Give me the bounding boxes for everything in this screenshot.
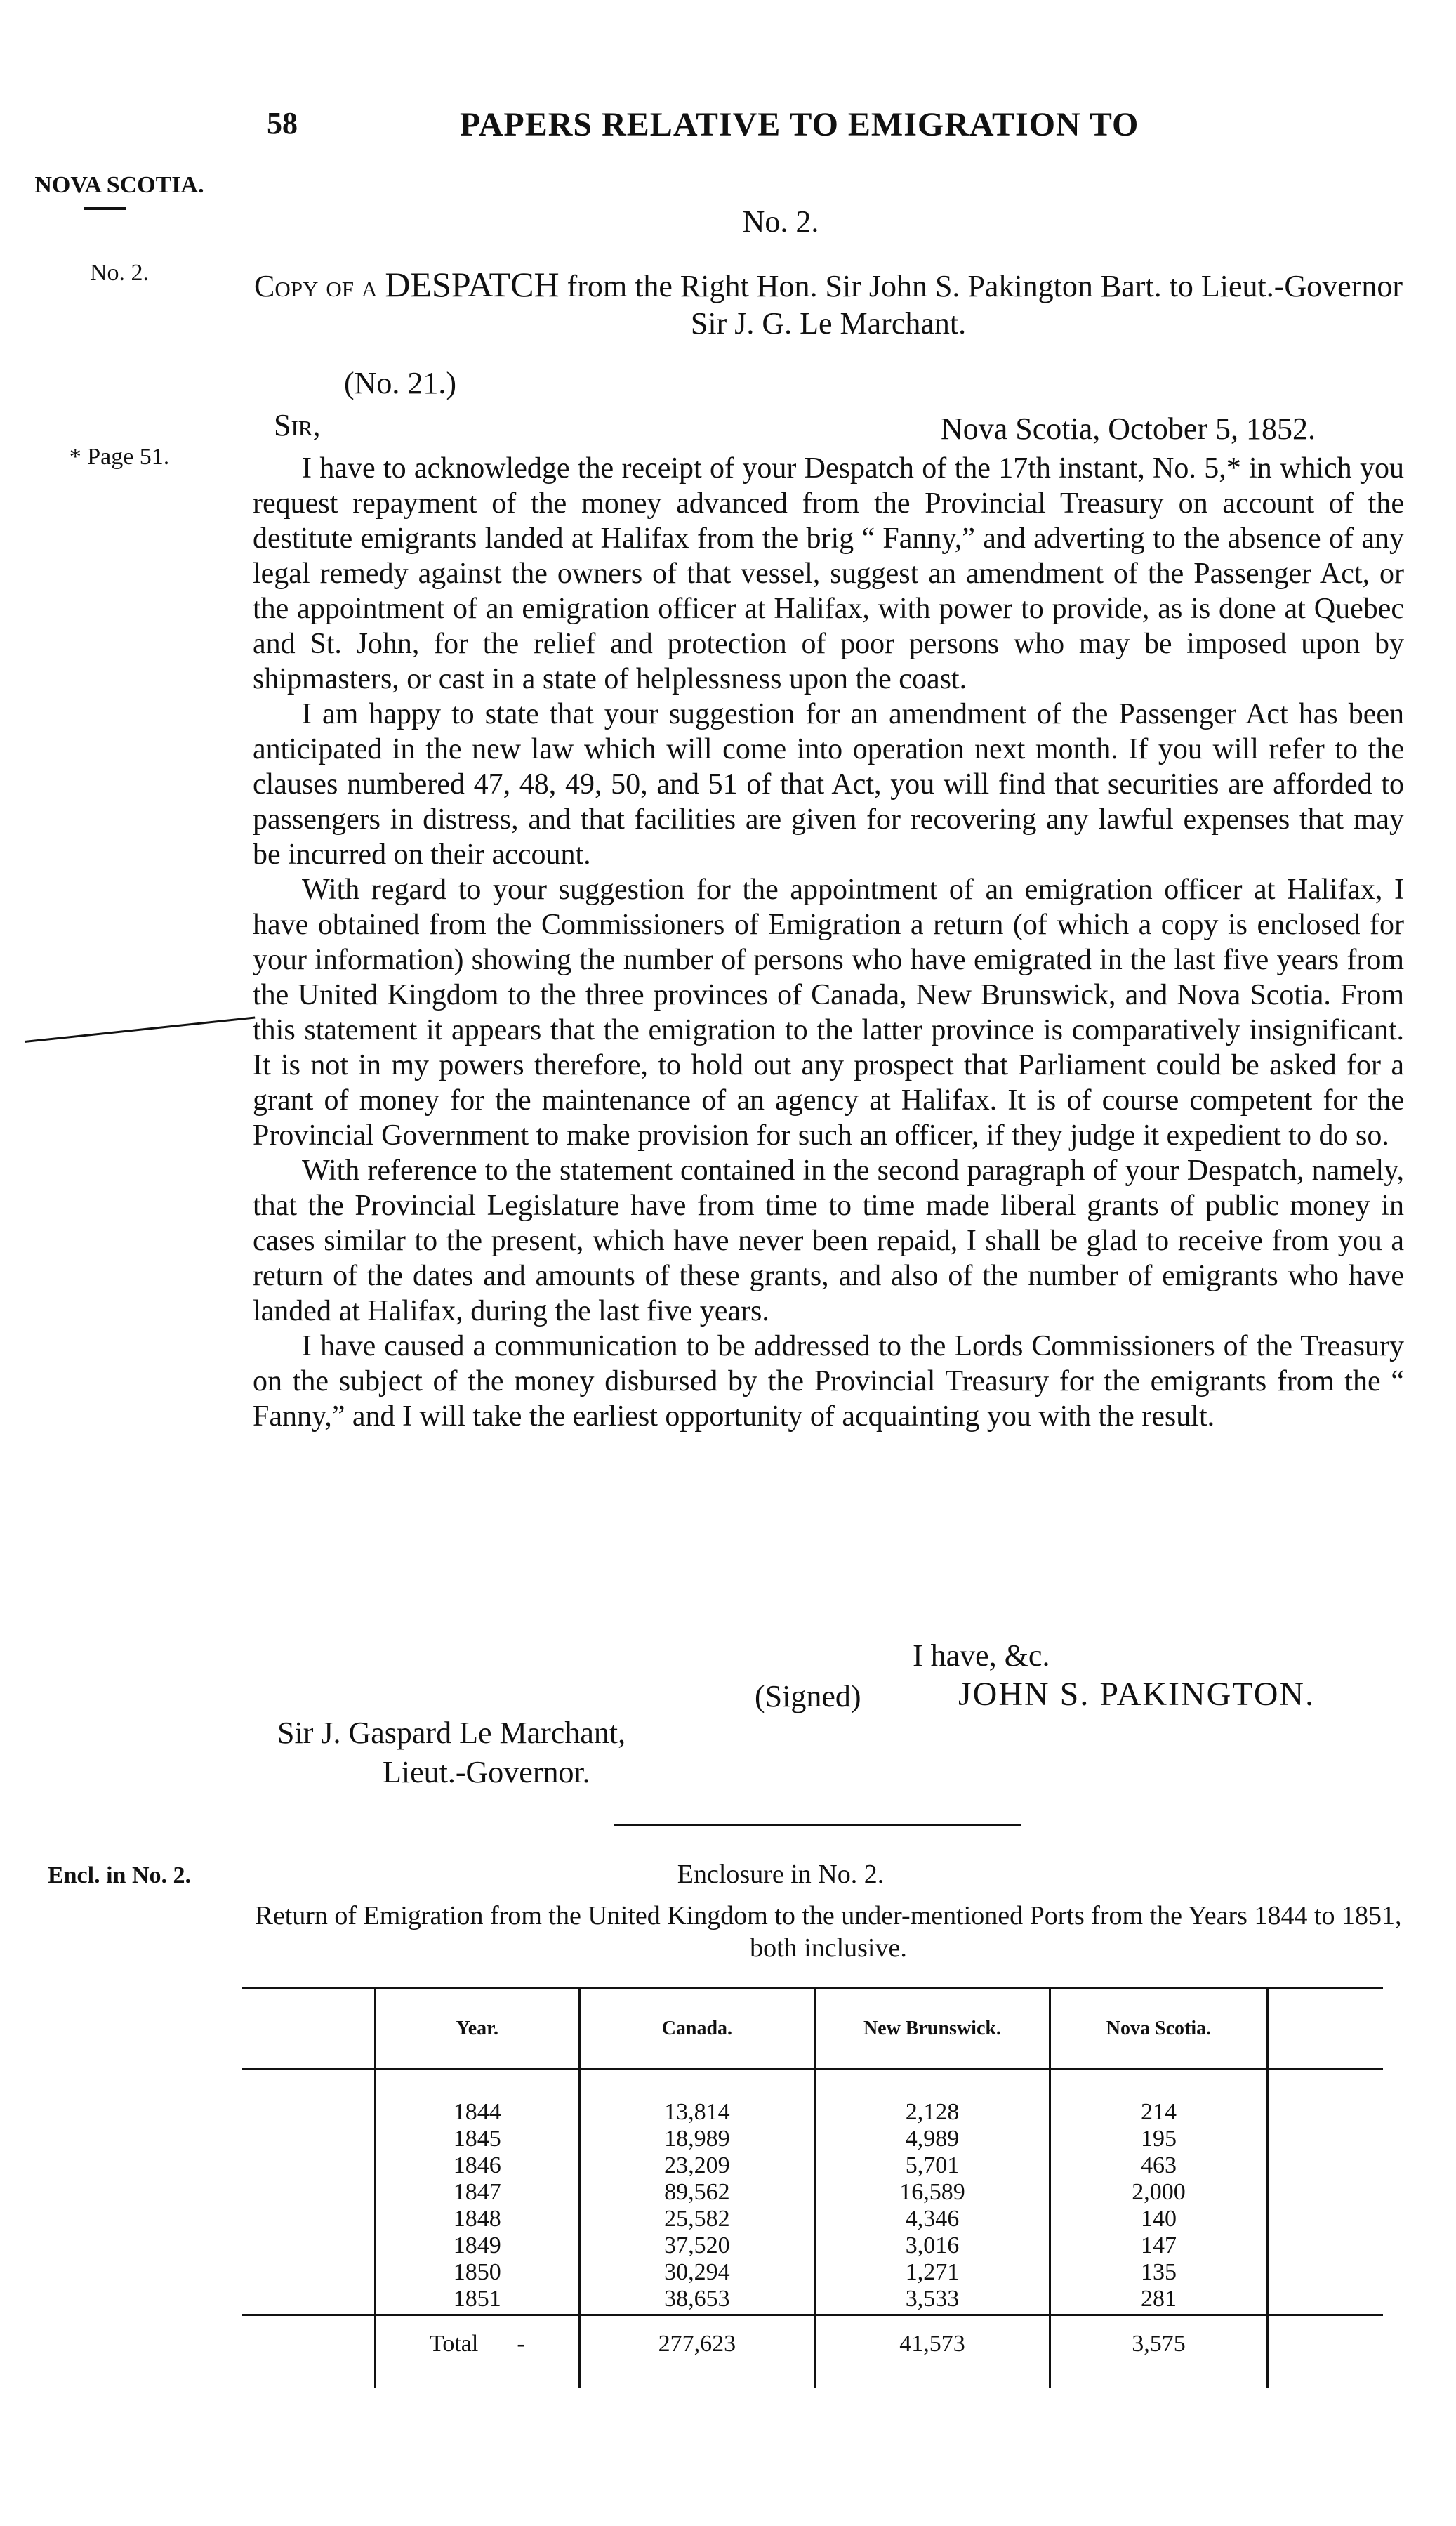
table-blank-cell (1267, 2315, 1383, 2389)
heading-prefix: Copy of a (254, 269, 378, 303)
total-canada: 277,623 (579, 2315, 814, 2389)
canada-column (579, 2070, 814, 2315)
table-cell: 140 (1140, 2206, 1177, 2232)
table-cell: 1844 (453, 2099, 501, 2125)
total-new-brunswick: 41,573 (814, 2315, 1050, 2389)
table-cell: 13,814 (664, 2099, 730, 2125)
section-rule (614, 1824, 1021, 1826)
table-cell: 1845 (453, 2126, 501, 2152)
table-cell: 1846 (453, 2152, 501, 2178)
place-date: Nova Scotia, October 5, 1852. (941, 412, 1316, 446)
table-blank-cell (1267, 2070, 1383, 2315)
sidenote-page-ref: * Page 51. (69, 444, 170, 470)
table-cell: 1,271 (905, 2259, 960, 2285)
total-label: Total (429, 2331, 479, 2357)
table-blank-cell (242, 2315, 375, 2389)
table-blank-cell (242, 2070, 375, 2315)
table-cell: 2,128 (905, 2099, 960, 2125)
table-cell: 38,653 (664, 2286, 730, 2312)
page-number: 58 (267, 106, 298, 140)
salutation: Sir, (274, 408, 321, 442)
table-cell: 37,520 (664, 2232, 730, 2258)
table-body-row (242, 2070, 1383, 2315)
table-cell: 147 (1140, 2232, 1177, 2258)
column-header-year: Year. (375, 1989, 579, 2070)
total-label-cell (375, 2315, 579, 2389)
table-cell: 4,346 (905, 2206, 960, 2232)
table-cell: 135 (1140, 2259, 1177, 2285)
addressee-name: Sir J. Gaspard Le Marchant, (277, 1716, 626, 1750)
column-header-nova-scotia: Nova Scotia. (1050, 1989, 1268, 2070)
addressee-title: Lieut.-Governor. (383, 1755, 590, 1789)
paragraph: I have caused a communication to be addressed to the Lords Commissioners of the Treasury on the subject of the money disbursed by the Provincial Treasury for the emigrants from the “ Fanny,” and I will take the earliest opportunity of acquainting you with the result. (253, 1330, 1404, 1433)
table-cell: 463 (1140, 2152, 1177, 2178)
heading-main: DESPATCH (385, 265, 560, 304)
despatch-body (253, 451, 1404, 1434)
table-cell: 3,016 (905, 2232, 960, 2258)
table-cell: 3,533 (905, 2286, 960, 2312)
table-cell: 16,589 (899, 2179, 965, 2205)
table-cell: 195 (1140, 2126, 1177, 2152)
sidenote-doc-number: No. 2. (89, 260, 150, 286)
nova-scotia-column (1050, 2070, 1268, 2315)
enclosure-caption: Return of Emigration from the United Kingdom to the under-mentioned Ports from the Years 1844 to 1851, both inclusive. (255, 1901, 1402, 1963)
table-cell: 23,209 (664, 2152, 730, 2178)
paragraph: With reference to the statement contained in the second paragraph of your Despatch, namely, that the Provincial Legislature have from time to time made liberal grants of public money in cases similar to the present, which have never been repaid, I shall be glad to receive from you a return of the dates and amounts of these grants, and also of the number of emigrants who have landed at Halifax, during the last five years. (253, 1155, 1404, 1327)
year-column (375, 2070, 579, 2315)
sidenote-enclosure: Encl. in No. 2. (47, 1862, 192, 1888)
table-header-row (242, 1989, 1383, 2070)
table-cell: 214 (1140, 2099, 1177, 2125)
total-nova-scotia: 3,575 (1050, 2315, 1268, 2389)
heading-rest: from the Right Hon. Sir John S. Pakington Bart. to Lieut.-Governor Sir J. G. Le Marchant. (567, 269, 1403, 341)
table-cell: 18,989 (664, 2126, 730, 2152)
column-header-new-brunswick: New Brunswick. (814, 1989, 1050, 2070)
table-cell: 1849 (453, 2232, 501, 2258)
table-cell: 89,562 (664, 2179, 730, 2205)
paragraph: I am happy to state that your suggestion for an amendment of the Passenger Act has been anticipated in the new law which will come into operation next month. If you will refer to the clauses numbered 47, 48, 49, 50, and 51 of that Act, you will find that securities are afforded to passengers in distress, and that facilities are given for recovering any lawful expenses that may be incurred on their account. (253, 698, 1404, 871)
table-total-row (242, 2315, 1383, 2389)
table-cell: 1848 (453, 2206, 501, 2232)
paragraph: With regard to your suggestion for the appointment of an emigration officer at Halifax, I have obtained from the Commissioners of Emigration a return (of which a copy is enclosed for your information) showing the number of persons who have emigrated in the last five years from the United Kingdom to the three provinces of Canada, New Brunswick, and Nova Scotia. From this statement it appears that the emigration to the latter province is comparatively insignificant. It is not in my powers therefore, to hold out any prospect that Parliament could be asked for a grant of money for the maintenance of an agency at Halifax. It is of course competent for the Provincial Government to make provision for such an officer, if they judge it expedient to do so. (253, 874, 1404, 1152)
table-blank-header (1267, 1989, 1383, 2070)
paragraph: I have to acknowledge the receipt of your Despatch of the 17th instant, No. 5,* in which you request repayment of the money advanced from the Provincial Treasury on account of the destitute emigrants landed at Halifax from the brig “ Fanny,” and adverting to the absence of any legal remedy against the owners of that vessel, suggest an amendment of the Passenger Act, or the appointment of an emigration officer at Halifax, with power to provide, as is done at Quebec and St. John, for the relief and protection of poor persons who may be imposed upon by shipmasters, or cast in a state of helplessness upon the coast. (253, 452, 1404, 695)
addressee (277, 1713, 626, 1792)
despatch-ref: (No. 21.) (344, 366, 457, 400)
table-cell: 2,000 (1132, 2179, 1186, 2205)
despatch-heading (253, 263, 1404, 343)
column-header-canada: Canada. (579, 1989, 814, 2070)
enclosure-title: Enclosure in No. 2. (677, 1860, 885, 1889)
signed-label: (Signed) (755, 1679, 861, 1713)
new-brunswick-column (814, 2070, 1050, 2315)
emigration-return-table (242, 1987, 1383, 2388)
sidenote-colony: NOVA SCOTIA. (34, 172, 204, 198)
despatch-number: No. 2. (742, 204, 819, 239)
table-blank-header (242, 1989, 375, 2070)
table-cell: 1850 (453, 2259, 501, 2285)
table-cell: 5,701 (905, 2152, 960, 2178)
total-dash: - (517, 2331, 525, 2357)
signer-name: JOHN S. PAKINGTON. (958, 1676, 1316, 1713)
closing: I have, &c. (913, 1638, 1050, 1673)
table-cell: 30,294 (664, 2259, 730, 2285)
table-cell: 281 (1140, 2286, 1177, 2312)
table-cell: 1851 (453, 2286, 501, 2312)
margin-pointer-line (25, 1017, 256, 1043)
running-title: PAPERS RELATIVE TO EMIGRATION TO (460, 106, 1139, 143)
table-cell: 25,582 (664, 2206, 730, 2232)
table-cell: 4,989 (905, 2126, 960, 2152)
table-cell: 1847 (453, 2179, 501, 2205)
